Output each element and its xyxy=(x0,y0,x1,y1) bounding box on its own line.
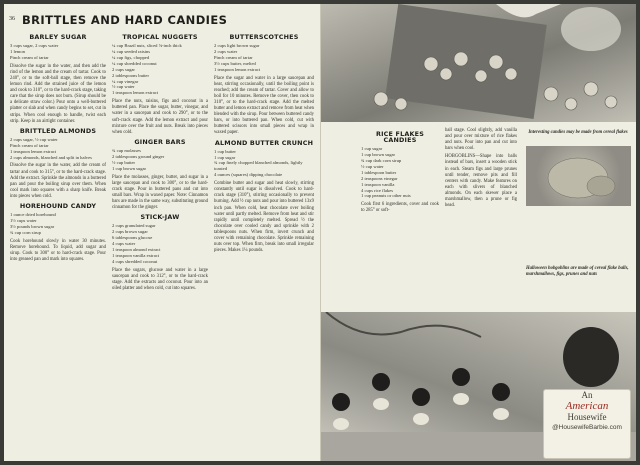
ingredient: ¼ cup figs, chopped xyxy=(112,54,150,60)
ingredient: 1 teaspoon lemon extract xyxy=(214,66,261,72)
page-banner: BRITTLES AND HARD CANDIES xyxy=(22,13,228,27)
ingredient: ¾ cup dark corn sirup xyxy=(361,158,402,163)
ingredient: 2 cups sugar, ½ cup water xyxy=(10,136,58,142)
ingredient: Pinch cream of tartar xyxy=(10,54,49,60)
ingredient: ¼ cup seeded raisins xyxy=(112,49,151,54)
ingredient-list xyxy=(112,43,208,96)
watermark-logo xyxy=(543,389,631,459)
ingredient-list xyxy=(10,212,106,236)
ingredient: 2 tablespoons butter xyxy=(112,72,149,78)
recipe-title: ALMOND BUTTER CRUNCH xyxy=(214,138,314,147)
ingredient-list xyxy=(112,223,208,264)
ingredient-list xyxy=(214,43,314,73)
recipe-title: BARLEY SUGAR xyxy=(29,33,87,41)
recipe-title: GINGER BARS xyxy=(134,137,186,146)
ingredient: 2 cups sugar xyxy=(112,66,135,72)
ingredient-list xyxy=(10,43,106,61)
ingredient-list xyxy=(10,137,106,161)
ingredient: 1 teaspoon vanilla extract xyxy=(112,252,160,258)
caption-halloween-hobgoblins: Halloween hobgoblins are made of cereal flake balls, marshmallows, figs, prunes and nuts xyxy=(526,266,629,277)
recipe-title: STICK-JAW xyxy=(140,213,180,222)
ingredient: ¼ cup vinegar xyxy=(112,78,139,84)
ingredient: 1 cup butter xyxy=(214,148,236,154)
recipe-body: Dissolve the sugar in the water, add the cream of tartar and cook to 315°, or to the hard-crack stage. Add the extract. Sprinkle the almonds in a buttered pan and pour the boiling sirup over them. When cool mark into squares with a sharp knife. Break into pieces when cold. xyxy=(10,163,106,199)
photo-candies-illustration xyxy=(321,4,636,122)
ingredient: ¼ cup shredded coconut xyxy=(112,60,157,66)
ingredient: 2 teaspoons vinegar xyxy=(361,175,398,181)
watermark-line: An xyxy=(581,390,593,400)
ingredient: 1 teaspoon lemon extract xyxy=(112,90,159,96)
ingredient: ¾ cup corn sirup xyxy=(10,229,41,235)
watermark-line: Housewife xyxy=(567,412,607,422)
ingredient: ½ cup butter xyxy=(112,159,136,165)
photo-flake-balls xyxy=(526,146,631,206)
recipe-body: Cook first 6 ingredients, cover and cook to 285° or soft- xyxy=(361,202,439,214)
rice-flakes-column xyxy=(361,128,439,217)
recipe-body: Place the molasses, ginger, butter, and sugar in a large saucepan and cook to 300°, or to the hard-crack stage. Pour in buttered pans and cut into small bars. Wrap in waxed paper. Note: Cinnamon bars are made in the same way, substituting ground cinnamon for the ginger. xyxy=(112,174,208,210)
photo-tray-of-candies xyxy=(321,4,636,122)
ingredient: 1 ounce dried horehound xyxy=(10,212,56,218)
page-number: 36 xyxy=(9,16,15,22)
ingredient-list xyxy=(112,148,208,172)
ingredient: 4 cups water xyxy=(112,240,136,246)
column-3 xyxy=(214,31,314,256)
ingredient: 1 cup peanuts or other nuts xyxy=(361,193,411,199)
ingredient: Pinch cream of tartar xyxy=(214,54,253,60)
ingredient: 2 cups light brown sugar xyxy=(214,43,260,49)
ingredient: Pinch cream of tartar xyxy=(10,142,49,148)
left-page xyxy=(4,4,321,461)
ingredient-list xyxy=(361,146,439,199)
column-2 xyxy=(112,31,208,294)
recipe-title: BUTTERSCOTCHES xyxy=(229,33,299,41)
ingredient: 2 cups almonds, blanched and split in halves xyxy=(10,154,92,160)
ingredient: 4 cups rice flakes xyxy=(361,187,394,193)
ingredient: 1 cup sugar xyxy=(361,146,383,152)
ingredient: 1 teaspoon vanilla xyxy=(361,181,395,187)
ingredient: 6 tablespoons glucose xyxy=(112,235,153,240)
recipe-title: TROPICAL NUGGETS xyxy=(122,33,198,41)
ingredient: 1 tablespoon butter xyxy=(361,169,397,175)
watermark-url: @HousewifeBarbie.com xyxy=(552,424,622,431)
ingredient: ½ cup water xyxy=(361,163,384,169)
ingredient: 1 teaspoon lemon extract xyxy=(10,148,57,154)
column-1 xyxy=(10,31,106,265)
right-page xyxy=(321,4,636,461)
ingredient: 1 cup brown sugar xyxy=(361,152,396,158)
ingredient: 3½ cups butter, melted xyxy=(214,60,256,66)
recipe-title: RICE FLAKES CANDIES xyxy=(375,130,425,145)
caption-cereal-flakes: Interesting candies may be made from cereal flakes xyxy=(528,130,628,135)
ingredient: 1 cup sugar xyxy=(214,154,236,160)
ingredient: 2 cups water xyxy=(214,49,238,54)
recipe-body: Cook horehound slowly in water 30 minutes. Remove horehound. To liquid, add sugar and sirup. Cook to 300° or to hard-crack stage. Pour into greased pan and mark into squares. xyxy=(10,238,106,263)
watermark-line: American xyxy=(565,400,609,412)
photo-flake-balls-illustration xyxy=(526,146,631,206)
rice-continuation: ball stage. Cool slightly, add vanilla and pour over mixture of rice flakes and nuts. Pour into pan and cut into bars when cool. xyxy=(445,128,517,152)
ingredient: 3 cups sugar, 2 cups water xyxy=(10,43,59,49)
recipe-body: Place the sugars, glucose and water in a large saucepan and cook to 312°, or to the hard-crack stage. Add the extracts and coconut. Pour into an oiled platter and when cold, cut into squares. xyxy=(112,267,208,291)
continuation-column xyxy=(445,128,517,211)
ingredient: 2 cups brown sugar xyxy=(112,229,148,235)
recipe-body: Dissolve the sugar in the water, and then add the rind of the lemon and the cream of tartar. Cook to 240°, or to the soft-ball stage, then remove the lemon rind. Add the strained juice of the lemon and cook to 310°, or to the hard-crack stage, taking care that the sirup does not burn. (Sirup should be a delicate straw color.) Pour onto a well-buttered platter or slab and when candy begins to set, cut in strips. When cool enough to handle, twist each strip. Keep in an airtight container. xyxy=(10,63,106,124)
recipe-body: Combine butter and sugar and heat slowly, stirring constantly until sugar is dissolved. Cook to hard-crack stage (310°), stirring occasionally to prevent burning. Add ½ cup nuts and pour into buttered 13x9 inch pan. When cold, heat chocolate over boiling water until partly melted. Remove from heat and stir rapidly until completely melted. Spread ½ the chocolate over cooled candy and sprinkle with 2 tablespoons nuts. When firm, invert crunch and cover with remaining chocolate. Sprinkle remaining nuts over top. When firm, break into small irregular pieces. Makes 1¼ pounds. xyxy=(214,181,314,254)
ingredient: ¾ cup molasses xyxy=(112,147,141,153)
ingredient: ½ cup water xyxy=(112,84,135,90)
hobgoblins-text: HOBGOBLINS—Shape into balls instead of bars, insert a wooden stick in each. Steam figs and large prunes until tender, remove pits and fill centers with candy. Make features on each with slivers of blanched almonds. On each skewer place a marshmallow, then a prune or fig head. xyxy=(445,154,517,209)
recipe-title: HOREHOUND CANDY xyxy=(19,202,97,211)
recipe-body: Place the nuts, raisins, figs and coconut in a buttered pan. Place the sugar, butter, vinegar, and water in a saucepan and cook to 290°, or to the soft-crack stage. Add the lemon extract and pour mixture over the fruit and nuts. Break into pieces when cold. xyxy=(112,99,208,135)
ingredient: 1 cup brown sugar xyxy=(112,165,147,171)
ingredient: ¾ cup finely chopped blanched almonds, lightly toasted xyxy=(214,160,303,172)
ingredient: ¼ cup Brazil nuts, sliced ⅛-inch thick xyxy=(112,43,182,49)
ingredient: 1 teaspoon almond extract xyxy=(112,246,161,252)
ingredient: 4 cups shredded coconut xyxy=(112,258,158,264)
ingredient: 2 cups granulated sugar xyxy=(112,223,156,229)
ingredient: 4 ounces (squares) dipping chocolate xyxy=(214,172,283,178)
ingredient-list xyxy=(214,149,314,179)
ingredient: 3½ pounds brown sugar xyxy=(10,223,55,229)
recipe-body: Place the sugar and water in a large saucepan and heat, stirring occasionally, until the boiling point is reached; add the cream of tartar. Cover and allow to boil for 10 minutes. Remove the cover, then cook to 310°, or to the hard-crack stage. Add the melted butter and lemon extract and remove from heat when blended with the sirup. Pour between buttered candy bars, or into buttered pan. When cold, cut with buttered scissors into small pieces and wrap in waxed paper. xyxy=(214,75,314,136)
ingredient: 1 lemon xyxy=(10,49,25,54)
ingredient: 2 tablespoons ground ginger xyxy=(112,153,165,159)
recipe-title: BRITTLED ALMONDS xyxy=(19,126,97,135)
ingredient: 1½ cups water xyxy=(10,218,37,224)
